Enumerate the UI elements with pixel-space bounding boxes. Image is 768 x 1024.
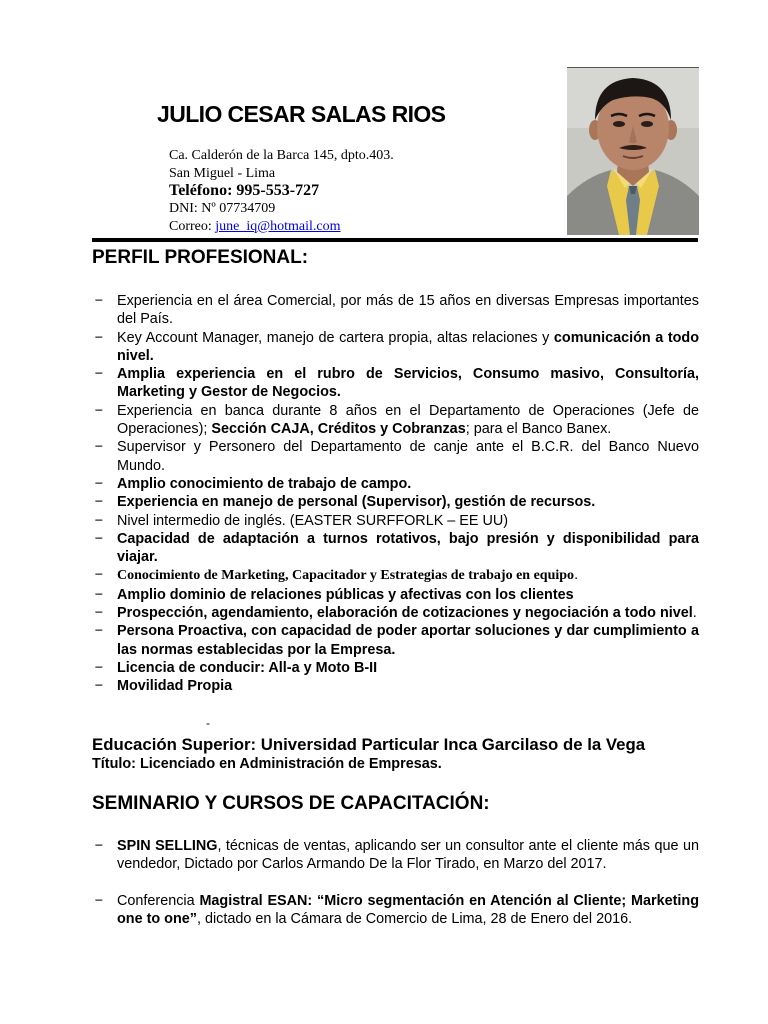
candidate-name: JULIO CESAR SALAS RIOS [157, 101, 446, 127]
bullet-dash: − [94, 293, 104, 309]
bullet-dash: − [94, 530, 104, 547]
profile-list-item [92, 365, 699, 402]
profile-list-item [92, 586, 699, 604]
education-heading: Educación Superior: Universidad Particular Inca Garcilaso de la Vega [92, 735, 646, 754]
item-text: Licencia de conducir: All-a y Moto B-II [117, 659, 378, 676]
bullet-dash: − [94, 623, 104, 640]
item-text: Experiencia en banca durante 8 años en el Departamento de Operaciones (Jefe de Operaciones); [117, 402, 699, 438]
stray-dash: - [206, 716, 210, 730]
bullet-dash: − [94, 586, 104, 603]
bullet-dash: − [94, 366, 104, 383]
item-text: , técnicas de ventas, aplicando ser un consultor ante el cliente más que un vendedor, Dictado por Carlos Armando De la Flor Tirado, en Marzo del 2017. [117, 838, 699, 873]
item-text: SPIN SELLING [117, 838, 218, 854]
seminar-list-item [92, 892, 699, 929]
profile-list-item [92, 329, 699, 366]
bullet-dash: − [94, 402, 104, 419]
item-text: Experiencia en el área Comercial, por más de 15 años en diversas Empresas importantes del País. [117, 293, 699, 328]
bullet-dash: − [94, 439, 104, 456]
profile-list-item [92, 604, 699, 622]
profile-list-item [92, 512, 699, 530]
item-text: Supervisor y Personero del Departamento de canje ante el B.C.R. del Banco Nuevo Mundo. [117, 439, 699, 474]
degree-title: Título: Licenciado en Administración de Empresas. [92, 756, 442, 772]
profile-list-item [92, 566, 699, 585]
seminar-list-item [92, 837, 699, 874]
profile-photo [567, 68, 699, 235]
bullet-dash: − [94, 329, 104, 346]
seminars-heading: SEMINARIO Y CURSOS DE CAPACITACIÓN: [92, 793, 490, 814]
contact-block [169, 147, 394, 235]
bullet-dash: − [94, 567, 104, 584]
profile-list-item [92, 659, 699, 677]
bullet-dash: − [94, 475, 104, 492]
profile-list-item [92, 292, 699, 329]
profile-list-item [92, 622, 699, 659]
bullet-dash: − [94, 678, 104, 695]
email-link[interactable]: june_iq@hotmail.com [215, 218, 341, 234]
dni-number: DNI: Nº 07734709 [169, 201, 276, 216]
item-text: Prospección, agendamiento, elaboración de cotizaciones y negociación a todo nivel [117, 605, 693, 622]
profile-photo-image [567, 68, 699, 235]
item-text: Conocimiento de Marketing, Capacitador y Estrategias de trabajo en equipo [117, 568, 575, 584]
bullet-dash: − [94, 494, 104, 511]
item-text: Sección CAJA, Créditos y Cobranzas [211, 421, 466, 438]
phone-number: Teléfono: 995-553-727 [169, 182, 320, 199]
item-text: Experiencia en manejo de personal (Supervisor), gestión de recursos. [117, 494, 596, 511]
bullet-dash: − [94, 659, 104, 676]
email-label: Correo: [169, 218, 216, 234]
seminar-list [92, 837, 699, 946]
item-text: Amplia experiencia en el rubro de Servicios, Consumo masivo, Consultoría, Marketing y Gestor de Negocios. [117, 366, 699, 401]
profile-list-item [92, 475, 699, 493]
profile-heading: PERFIL PROFESIONAL: [92, 247, 309, 268]
item-text: comunicación a todo nivel. [117, 329, 699, 364]
item-text: , dictado en la Cámara de Comercio de Lima, 28 de Enero del 2016. [196, 910, 633, 927]
bullet-dash: − [94, 605, 104, 622]
item-text: Amplio conocimiento de trabajo de campo. [117, 475, 412, 492]
profile-list [92, 292, 699, 696]
item-text: Capacidad de adaptación a turnos rotativos, bajo presión y disponibilidad para viajar. [117, 530, 699, 566]
header-divider [92, 238, 698, 242]
item-text: Key Account Manager, manejo de cartera propia, altas relaciones y [117, 329, 554, 346]
bullet-dash: − [94, 512, 104, 529]
item-text: Nivel intermedio de inglés. (EASTER SURFFORLK – EE UU) [117, 512, 509, 529]
item-text: ; para el Banco Banex. [465, 421, 612, 438]
profile-list-item [92, 530, 699, 567]
bullet-dash: − [94, 838, 104, 854]
address-line-2: San Miguel - Lima [169, 165, 276, 181]
item-text: Magistral ESAN: “Micro segmentación en Atención al Cliente; Marketing one to one” [117, 892, 699, 927]
item-text: . [574, 567, 579, 584]
item-text: Amplio dominio de relaciones públicas y afectivas con los clientes [117, 586, 574, 603]
bullet-dash: − [94, 892, 104, 909]
item-text: Conferencia [117, 892, 200, 909]
profile-list-item [92, 438, 699, 475]
profile-list-item [92, 493, 699, 511]
item-text: Movilidad Propia [117, 678, 233, 695]
item-text: Persona Proactiva, con capacidad de poder aportar soluciones y dar cumplimiento a las normas establecidas por la Empresa. [117, 623, 699, 658]
item-text: . [692, 605, 697, 622]
profile-list-item [92, 402, 699, 439]
email-line [169, 218, 394, 236]
profile-list-item [92, 677, 699, 695]
address-line-1: Ca. Calderón de la Barca 145, dpto.403. [169, 148, 394, 163]
